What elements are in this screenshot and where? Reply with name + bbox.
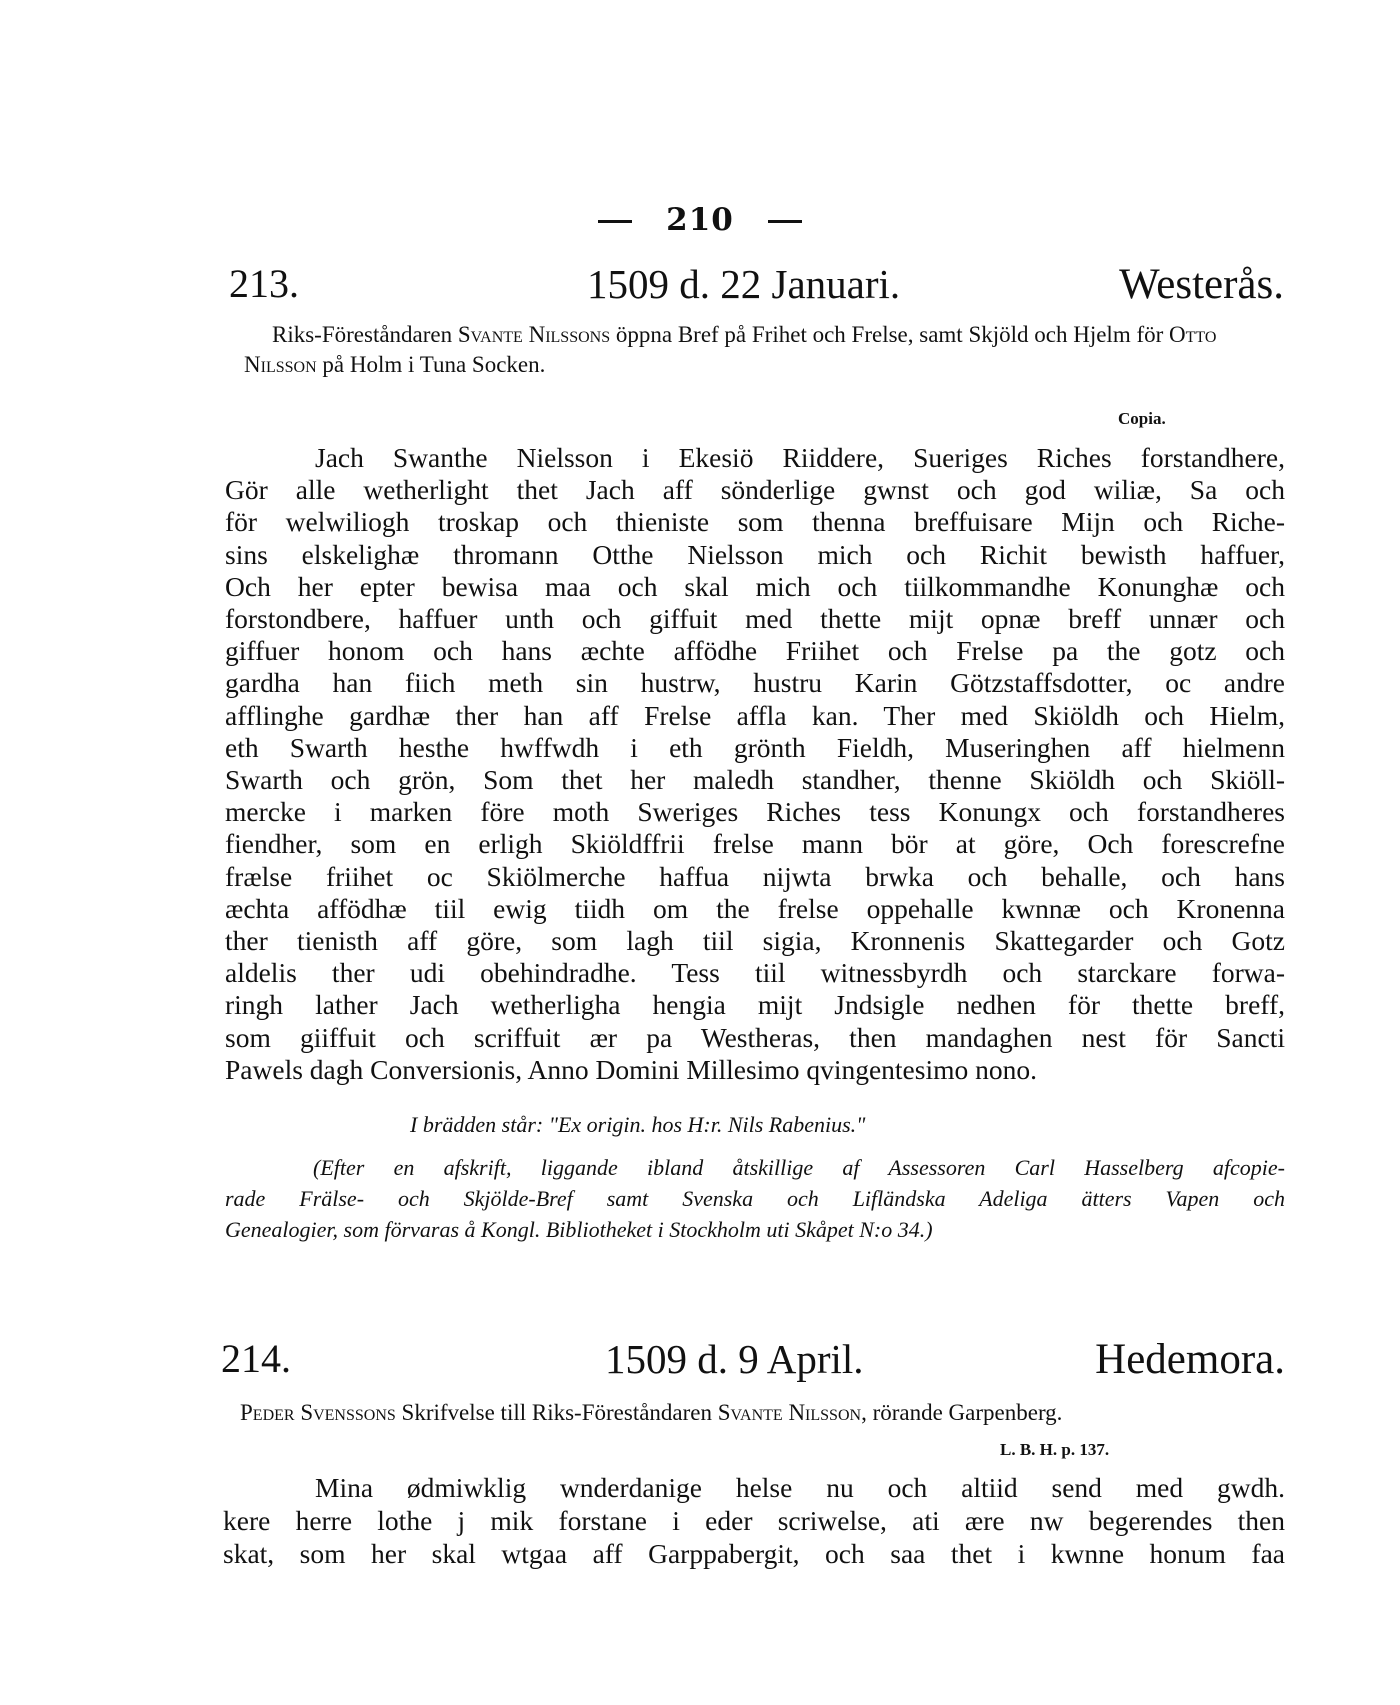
entry-213-summary: Riks-Föreståndaren Svante Nilssons öppna Bref på Frihet och Frelse, samt Skjöld och Hjelm för Otto Nilsson på Holm i Tuna Socken. — [244, 322, 1217, 377]
entry-number: 213. — [229, 261, 299, 306]
text-line: Jach Swanthe Nielsson i Ekesiö Riiddere, Sueriges Riches forstandhere, — [315, 442, 1285, 473]
entry-place: Westerås. — [1119, 261, 1284, 308]
text-line: Mina ødmiwklig wnderdanige helse nu och altiid send med gwdh. — [315, 1472, 1285, 1503]
text-line: kere herre lothe j mik forstane i eder scriwelse, ati ære nw begerendes then — [223, 1505, 1285, 1536]
entry-place: Hedemora. — [1095, 1336, 1285, 1383]
text-line: gardha han fiich meth sin hustrw, hustru Karin Götzstaffsdotter, oc andre — [225, 667, 1285, 699]
page-number: 210 — [666, 202, 734, 238]
text-line: mercke i marken före moth Sweriges Riches tess Konungx och forstandheres — [225, 796, 1285, 828]
provenance-line: (Efter en afskrift, liggande ibland åtskillige af Assessoren Carl Hasselberg afcopie- — [313, 1155, 1285, 1180]
provenance-line: Genealogier, som förvaras å Kongl. Bibliotheket i Stockholm uti Skåpet N:o 34.) — [225, 1217, 933, 1242]
text-line: afflinghe gardhæ ther han aff Frelse affla kan. Ther med Skiöldh och Hielm, — [225, 699, 1285, 731]
header-dash-right — [768, 220, 802, 223]
entry-number: 214. — [221, 1336, 291, 1381]
entry-213-provenance — [225, 1152, 1285, 1245]
text-line: ther tienisth aff göre, som lagh tiil sigia, Kronnenis Skattegarder och Gotz — [225, 925, 1285, 957]
header-dash-left — [598, 220, 632, 223]
entry-date: 1509 d. 9 April. — [605, 1336, 864, 1382]
text-line: skat, som her skal wtgaa aff Garppabergit, och saa thet i kwnne honum faa — [223, 1538, 1285, 1569]
text-line: forstondbere, haffuer unth och giffuit med thette mijt opnæ breff unnær och — [225, 603, 1285, 635]
provenance-line: rade Frälse- och Skjölde-Bref samt Svenska och Lifländska Adeliga ätters Vapen och — [225, 1186, 1285, 1211]
text-line: sins elskelighæ thromann Otthe Nielsson mich och Richit bewisth haffuer, — [225, 538, 1285, 570]
text-line: som giiffuit och scriffuit ær pa Westheras, then mandaghen nest för Sancti — [225, 1021, 1285, 1053]
entry-214-heading — [221, 1335, 1285, 1385]
text-line: frælse friihet oc Skiölmerche haffua nijwta brwka och behalle, och hans — [225, 860, 1285, 892]
text-line: Pawels dagh Conversionis, Anno Domini Millesimo qvingentesimo nono. — [225, 1053, 1037, 1085]
entry-date: 1509 d. 22 Januari. — [587, 261, 901, 307]
text-line: æchta affödhæ tiil ewig tiidh om the frelse oppehalle kwnnæ och Kronenna — [225, 892, 1285, 924]
entry-214-text — [223, 1471, 1285, 1570]
text-line: giffuer honom och hans æchte affödhe Friihet och Frelse pa the gotz och — [225, 635, 1285, 667]
entry-214-summary: Peder Svenssons Skrifvelse till Riks-Föreståndaren Svante Nilsson, rörande Garpenberg. — [240, 1400, 1063, 1425]
entry-213-source: Copia. — [1118, 409, 1166, 428]
text-line: Gör alle wetherlight thet Jach aff sönderlige gwnst och god wiliæ, Sa och — [225, 474, 1285, 506]
text-line: Och her epter bewisa maa och skal mich och tiilkommandhe Konunghæ och — [225, 570, 1285, 602]
page-header — [0, 202, 1400, 238]
text-line: ringh lather Jach wetherligha hengia mijt Jndsigle nedhen för thette breff, — [225, 989, 1285, 1021]
entry-213-text — [225, 442, 1285, 1086]
text-line: eth Swarth hesthe hwffwdh i eth grönth Fieldh, Museringhen aff hielmenn — [225, 731, 1285, 763]
text-line: Swarth och grön, Som thet her maledh standher, thenne Skiöldh och Skiöll- — [225, 764, 1285, 796]
entry-214-source: L. B. H. p. 137. — [1000, 1440, 1110, 1459]
entry-213-heading — [229, 260, 1284, 310]
text-line: för welwiliogh troskap och thieniste som thenna breffuisare Mijn och Riche- — [225, 506, 1285, 538]
text-line: aldelis ther udi obehindradhe. Tess tiil witnessbyrdh och starckare forwa- — [225, 957, 1285, 989]
entry-213-margin-note: I brädden står: "Ex origin. hos H:r. Nils Rabenius." — [410, 1112, 866, 1137]
text-line: fiendher, som en erligh Skiöldffrii frelse mann bör at göre, Och forescrefne — [225, 828, 1285, 860]
